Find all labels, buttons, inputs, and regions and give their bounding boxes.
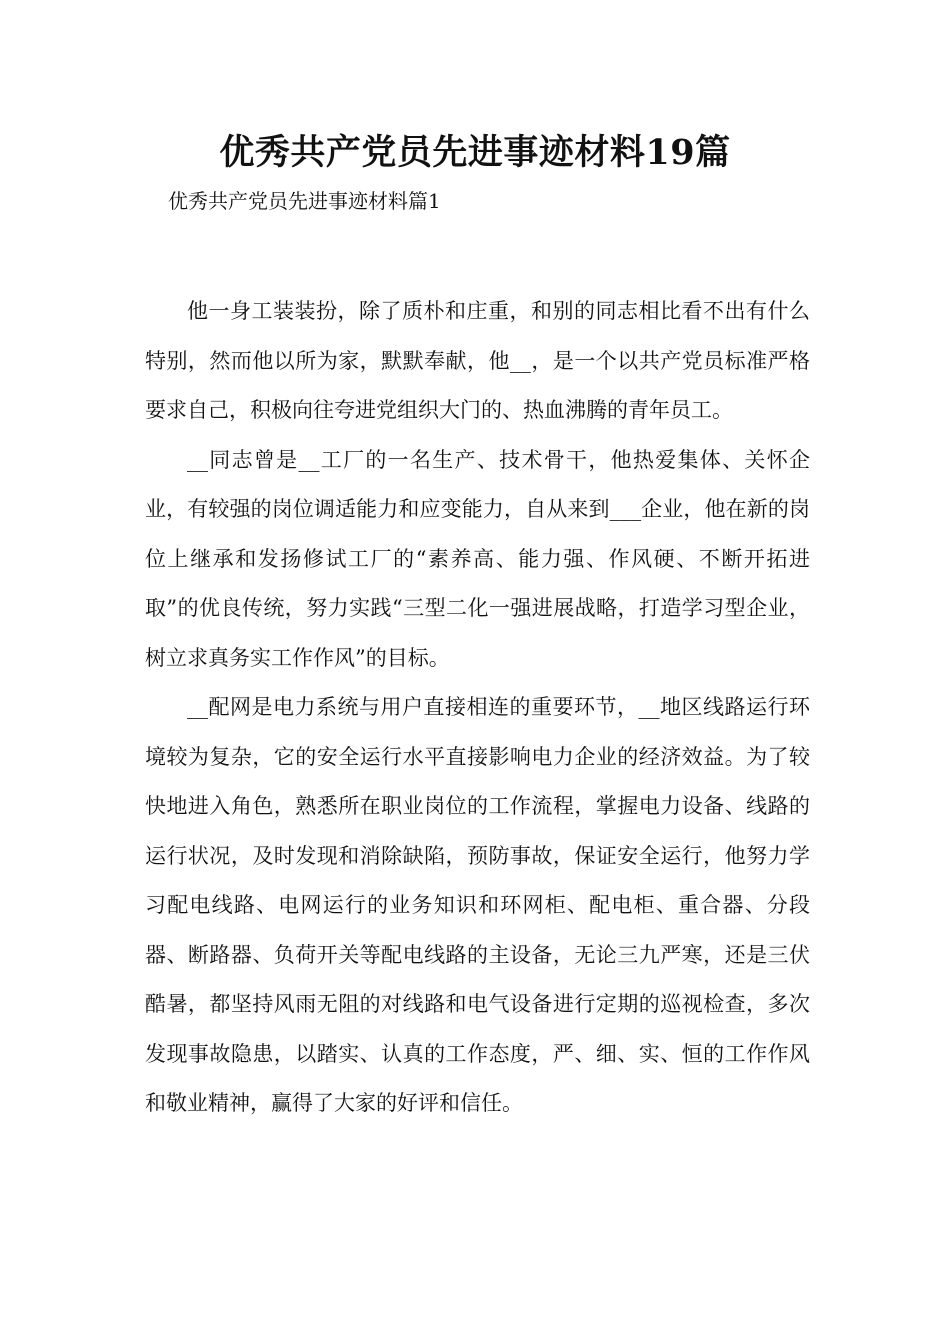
section-heading: 优秀共产党员先进事迹材料篇1	[168, 189, 441, 213]
paragraph-3: __配网是电力系统与用户直接相连的重要环节，__地区线路运行环境较为复杂，它的安全运行水平直接影响电力企业的经济效益。为了较快地进入角色，熟悉所在职业岗位的工作流程，掌握电力设备、线路的运行状况，及时发现和消除缺陷，预防事故，保证安全运行，他努力学习配电线路、电网运行的业务知识和环网柜、配电柜、重合器、分段器、断路器、负荷开关等配电线路的主设备，无论三九严寒，还是三伏酷暑，都坚持风雨无阻的对线路和电气设备进行定期的巡视检查，多次发现事故隐患，以踏实、认真的工作态度，严、细、实、恒的工作作风和敬业精神，赢得了大家的好评和信任。	[145, 695, 810, 1115]
paragraph-1: 他一身工装装扮，除了质朴和庄重，和别的同志相比看不出有什么特别，然而他以所为家，默默奉献，他__，是一个以共产党员标准严格要求自己，积极向往夸进党组织大门的、热血沸腾的青年员工。	[145, 299, 810, 422]
paragraph-2: __同志曾是__工厂的一名生产、技术骨干，他热爱集体、关怀企业，有较强的岗位调适能力和应变能力，自从来到___企业，他在新的岗位上继承和发扬修试工厂的“素养高、能力强、作风硬、不断开拓进取”的优良传统，努力实践“三型二化一强进展战略，打造学习型企业，树立求真务实工作作风”的目标。	[145, 447, 810, 670]
document-body	[145, 287, 810, 1129]
document-title: 优秀共产党员先进事迹材料19篇	[219, 132, 731, 173]
